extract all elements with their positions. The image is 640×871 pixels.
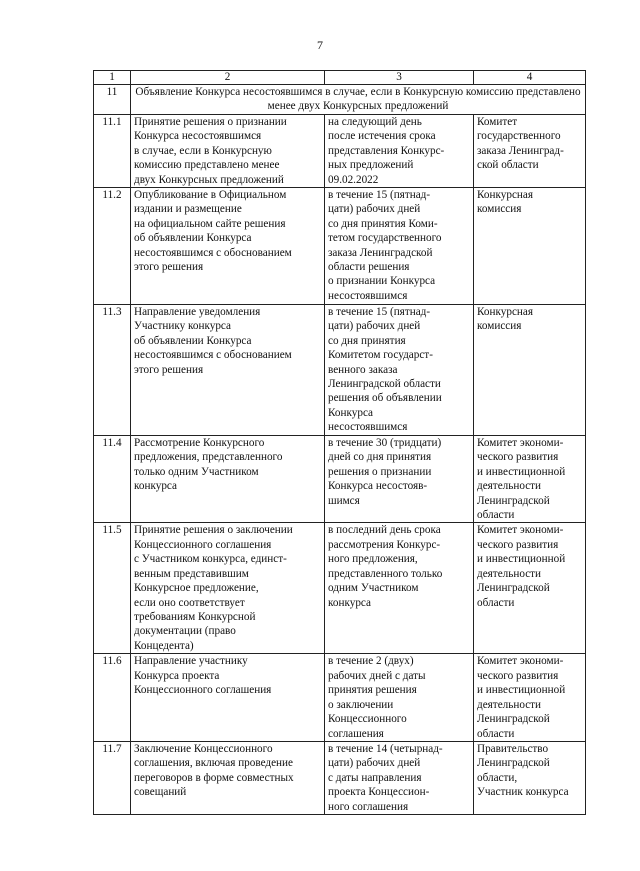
table-row xyxy=(94,523,586,654)
row-number: 11.2 xyxy=(94,188,131,305)
row-term: в течение 14 (четырнад- цати) рабочих дней с даты направления проекта Концессион- ного соглашения xyxy=(325,741,474,814)
row-responsible: Конкурсная комиссия xyxy=(474,188,586,305)
row-number: 11.7 xyxy=(94,741,131,814)
row-responsible: Комитет экономи- ческого развития и инвестиционной деятельности Ленинградской области xyxy=(474,654,586,741)
table-row xyxy=(94,188,586,305)
row-number: 11.3 xyxy=(94,305,131,436)
table-row xyxy=(94,741,586,814)
row-responsible: Комитет государственного заказа Ленинград- ской области xyxy=(474,115,586,188)
row-term: в течение 15 (пятнад- цати) рабочих дней со дня принятия Коми- тетом государственного заказа Ленинградской области решения о признании Конкурса несостоявшимся xyxy=(325,188,474,305)
row-responsible: Комитет экономи- ческого развития и инвестиционной деятельности Ленинградской области xyxy=(474,436,586,523)
column-number-1: 1 xyxy=(94,71,131,85)
section-number: 11 xyxy=(94,85,131,115)
row-action: Принятие решения о признании Конкурса несостоявшимся в случае, если в Конкурсную комиссию представлено менее двух Конкурсных предложений xyxy=(131,115,325,188)
row-term: в течение 30 (тридцати) дней со дня принятия решения о признании Конкурса несостояв- шимся xyxy=(325,436,474,523)
row-term: на следующий день после истечения срока представления Конкурс- ных предложений 09.02.2022 xyxy=(325,115,474,188)
table-row xyxy=(94,305,586,436)
row-action: Направление уведомления Участнику конкурса об объявлении Конкурса несостоявшимся с обоснованием этого решения xyxy=(131,305,325,436)
row-term: в последний день срока рассмотрения Конкурс- ного предложения, представленного только одним Участником конкурса xyxy=(325,523,474,654)
schedule-table xyxy=(93,70,586,815)
section-title: Объявление Конкурса несостоявшимся в случае, если в Конкурсную комиссию представлено менее двух Конкурсных предложений xyxy=(131,85,586,115)
section-row xyxy=(94,85,586,115)
table-row xyxy=(94,654,586,741)
column-number-row xyxy=(94,71,586,85)
row-number: 11.5 xyxy=(94,523,131,654)
row-action: Принятие решения о заключении Концессионного соглашения с Участником конкурса, единст- венным представившим Конкурсное предложение, если оно соответствует требованиям Конкурсной документации (право Концедента) xyxy=(131,523,325,654)
row-term: в течение 2 (двух) рабочих дней с даты принятия решения о заключении Концессионного соглашения xyxy=(325,654,474,741)
row-number: 11.6 xyxy=(94,654,131,741)
column-number-4: 4 xyxy=(474,71,586,85)
page-number: 7 xyxy=(317,38,323,52)
row-number: 11.1 xyxy=(94,115,131,188)
row-action: Заключение Концессионного соглашения, включая проведение переговоров в форме совместных совещаний xyxy=(131,741,325,814)
row-term: в течение 15 (пятнад- цати) рабочих дней со дня принятия Комитетом государст- венного заказа Ленинградской области решения об объявлении Конкурса несостоявшимся xyxy=(325,305,474,436)
row-responsible: Конкурсная комиссия xyxy=(474,305,586,436)
column-number-2: 2 xyxy=(131,71,325,85)
row-action: Направление участнику Конкурса проекта Концессионного соглашения xyxy=(131,654,325,741)
table-row xyxy=(94,115,586,188)
row-action: Опубликование в Официальном издании и размещение на официальном сайте решения об объявлении Конкурса несостоявшимся с обоснованием этого решения xyxy=(131,188,325,305)
row-action: Рассмотрение Конкурсного предложения, представленного только одним Участником конкурса xyxy=(131,436,325,523)
row-responsible: Комитет экономи- ческого развития и инвестиционной деятельности Ленинградской области xyxy=(474,523,586,654)
table-row xyxy=(94,436,586,523)
row-responsible: Правительство Ленинградской области, Участник конкурса xyxy=(474,741,586,814)
column-number-3: 3 xyxy=(325,71,474,85)
row-number: 11.4 xyxy=(94,436,131,523)
